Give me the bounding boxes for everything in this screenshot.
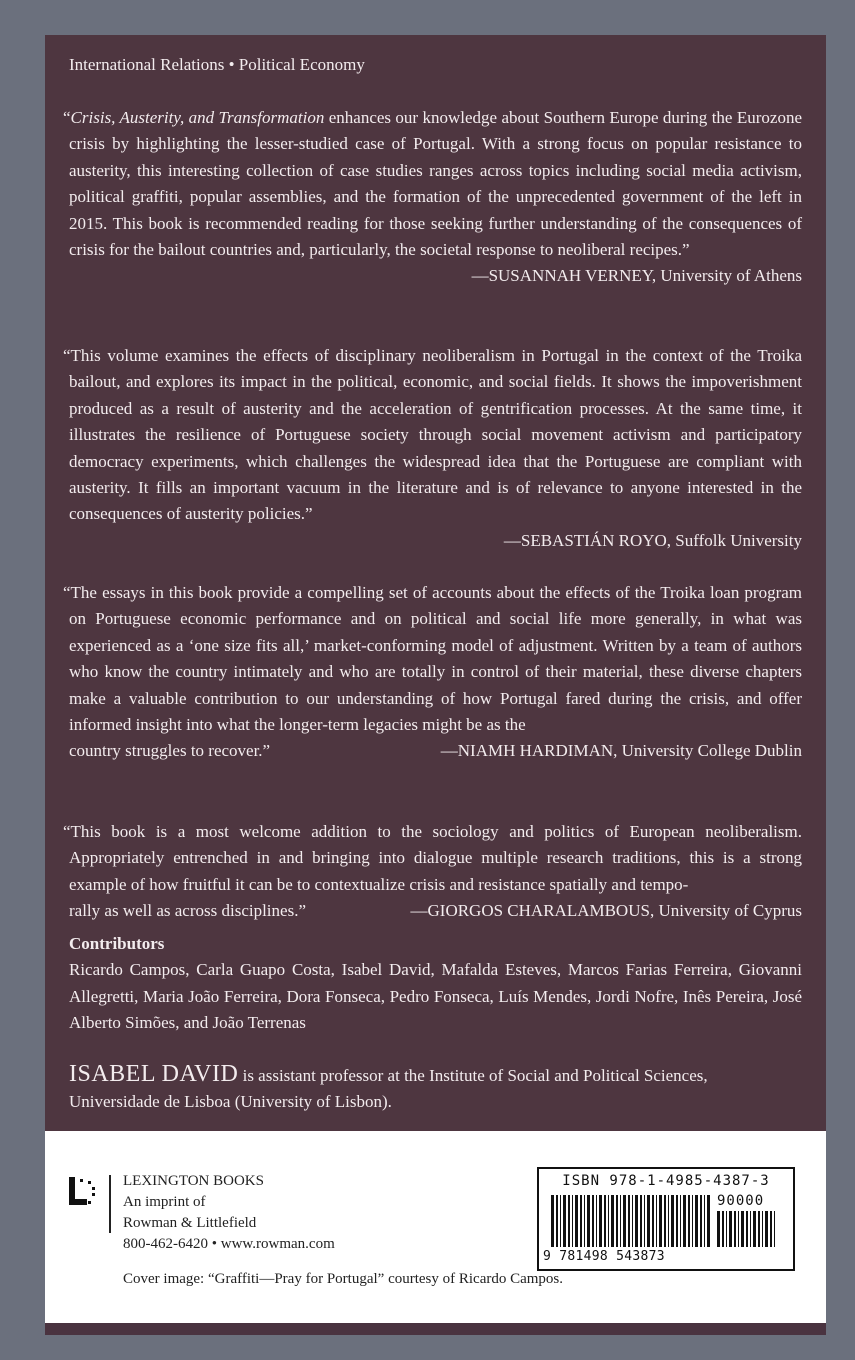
barcode-bar xyxy=(608,1195,609,1247)
barcode-bar xyxy=(671,1195,674,1247)
isbn-label: ISBN 978-1-4985-4387-3 xyxy=(562,1173,770,1189)
barcode-bar xyxy=(611,1195,614,1247)
quote-last-line xyxy=(69,738,802,764)
quote-text-end: country struggles to recover.” xyxy=(69,741,271,761)
publisher-panel xyxy=(45,1131,826,1323)
barcode-bar xyxy=(599,1195,602,1247)
barcode-bar xyxy=(616,1195,618,1247)
quote-text: “The essays in this book provide a compelling set of accounts about the effects of the Troika loan program on Portuguese economic performance and on political and social life more generally, in what was experienced as a ‘one size fits all,’ market-conforming model of adjustment. Written by a team of authors who know the country intimately and who are totally in control of their material, these diverse chapters make a valuable contribution to our understanding of how Portugal fared during the crisis, and offer informed insight into what the longer-term legacies might be as the xyxy=(63,583,802,735)
barcode-bar xyxy=(560,1195,561,1247)
barcode-bar xyxy=(635,1195,638,1247)
barcode-bar xyxy=(770,1211,772,1247)
barcode-bar xyxy=(587,1195,590,1247)
lexington-logo-icon xyxy=(67,1175,97,1209)
barcode-bar xyxy=(572,1195,573,1247)
barcode-bar xyxy=(628,1195,630,1247)
quote-attribution: —GIORGOS CHARALAMBOUS, University of Cyprus xyxy=(410,901,802,921)
quote-text: “This volume examines the effects of disciplinary neoliberalism in Portugal in the context of the Troika bailout, and explores its impact in the political, economic, and social fields. It shows the impoverishment produced as a result of austerity and the acceleration of gentrification processes. At the same time, it illustrates the resilience of Portuguese society through social movement activism and participatory democracy experiments, which challenges the widespread idea that the Portuguese are compliant with austerity. It fills an important vacuum in the literature and is of relevance to anyone interested in the consequences of austerity policies.” xyxy=(63,346,802,524)
barcode-bar xyxy=(568,1195,570,1247)
barcode-bar xyxy=(644,1195,645,1247)
barcode-bar xyxy=(623,1195,626,1247)
contributors-section xyxy=(69,931,802,1037)
barcode-bar xyxy=(668,1195,669,1247)
back-cover xyxy=(45,35,826,1335)
barcode-bar xyxy=(722,1211,724,1247)
barcode-bar xyxy=(753,1211,756,1247)
review-quote-2 xyxy=(63,343,802,554)
barcode-bar xyxy=(620,1195,621,1247)
barcode-bar xyxy=(692,1195,693,1247)
barcode-bar xyxy=(729,1211,732,1247)
barcode-bar xyxy=(765,1211,768,1247)
publisher-imprint: An imprint of xyxy=(123,1194,206,1210)
quote-attribution: —SUSANNAH VERNEY, University of Athens xyxy=(471,266,802,286)
barcode-digits: 9 781498 543873 xyxy=(543,1249,665,1264)
barcode-bar xyxy=(683,1195,686,1247)
quote-last-line xyxy=(69,898,802,924)
barcode-bar xyxy=(652,1195,654,1247)
author-bio-text: is assistant professor at the Institute of Social and Political Sciences, Universidade de Lisboa (University of Lisbon). xyxy=(69,1066,708,1112)
publisher-info xyxy=(123,1171,335,1255)
barcode-bar xyxy=(717,1211,720,1247)
barcode-bar xyxy=(584,1195,585,1247)
barcode-bar xyxy=(746,1211,748,1247)
barcode-bar xyxy=(774,1211,775,1247)
barcode-bar xyxy=(695,1195,698,1247)
review-quote-1 xyxy=(63,105,802,290)
author-name: ISABEL DAVID xyxy=(69,1061,239,1087)
barcode-bar xyxy=(596,1195,597,1247)
contributors-heading: Contributors xyxy=(69,934,165,953)
isbn-barcode xyxy=(537,1167,795,1271)
barcode-bar xyxy=(659,1195,662,1247)
contributors-list: Ricardo Campos, Carla Guapo Costa, Isabel David, Mafalda Esteves, Marcos Farias Ferreira, Giovanni Allegretti, Maria João Ferreira, Dora Fonseca, Pedro Fonseca, Luís Mendes, Jordi Nofre, Inês Pereira, José Alberto Simões, and João Terrenas xyxy=(69,960,802,1033)
barcode-bar xyxy=(563,1195,566,1247)
review-quote-4 xyxy=(63,819,802,925)
barcode-bar xyxy=(738,1211,739,1247)
barcode-bar xyxy=(664,1195,666,1247)
barcode-bar xyxy=(707,1195,710,1247)
barcode-bar xyxy=(656,1195,657,1247)
review-quote-3 xyxy=(63,580,802,765)
barcode-bar xyxy=(575,1195,578,1247)
barcode-bar xyxy=(551,1195,554,1247)
publisher-name: LEXINGTON BOOKS xyxy=(123,1173,264,1189)
subject-category: International Relations • Political Economy xyxy=(69,55,365,74)
barcode-bars xyxy=(551,1195,711,1247)
barcode-bar xyxy=(762,1211,763,1247)
barcode-bar xyxy=(704,1195,705,1247)
barcode-bar xyxy=(556,1195,558,1247)
cover-image-credit: Cover image: “Graffiti—Pray for Portugal” courtesy of Ricardo Campos. xyxy=(123,1271,564,1287)
barcode-bar xyxy=(741,1211,744,1247)
quote-attribution: —NIAMH HARDIMAN, University College Dublin xyxy=(440,741,802,761)
author-bio xyxy=(69,1061,802,1116)
barcode-bar xyxy=(676,1195,678,1247)
book-title: Crisis, Austerity, and Transformation xyxy=(70,108,325,127)
barcode-bar xyxy=(592,1195,594,1247)
barcode-bar xyxy=(734,1211,736,1247)
barcode-bar xyxy=(580,1195,582,1247)
barcode-bar xyxy=(647,1195,650,1247)
barcode-bar xyxy=(640,1195,642,1247)
publisher-parent: Rowman & Littlefield xyxy=(123,1215,257,1231)
barcode-bar xyxy=(604,1195,606,1247)
barcode-addon-bars xyxy=(717,1211,779,1247)
barcode-bar xyxy=(750,1211,751,1247)
publisher-contact: 800-462-6420 • www.rowman.com xyxy=(123,1236,335,1252)
barcode-bar xyxy=(726,1211,727,1247)
quote-text: “Crisis, Austerity, and Transformation enhances our knowledge about Southern Europe during the Eurozone crisis by highlighting the lesser-studied case of Portugal. With a strong focus on popular resistance to austerity, this interesting collection of case studies ranges across topics including social media activism, political graffiti, popular assemblies, and the formation of the unprecedented government of the left in 2015. This book is recommended reading for those seeking further understanding of the consequences of crisis for the bailout countries and, particularly, the societal response to neoliberal recipes.” xyxy=(63,108,802,260)
quote-text: “This book is a most welcome addition to the sociology and politics of European neoliberalism. Appropriately entrenched in and bringing into dialogue multiple research traditions, this is a strong example of how fruitful it can be to contextualize crisis and resistance spatially and tempo- xyxy=(63,822,802,894)
barcode-price-code: 90000 xyxy=(717,1193,765,1209)
quote-text-end: rally as well as across disciplines.” xyxy=(69,901,306,921)
barcode-bar xyxy=(680,1195,681,1247)
barcode-bar xyxy=(700,1195,702,1247)
logo-divider xyxy=(109,1175,111,1233)
quote-attribution: —SEBASTIÁN ROYO, Suffolk University xyxy=(503,530,802,550)
barcode-bar xyxy=(632,1195,633,1247)
barcode-bar xyxy=(758,1211,760,1247)
barcode-bar xyxy=(688,1195,690,1247)
